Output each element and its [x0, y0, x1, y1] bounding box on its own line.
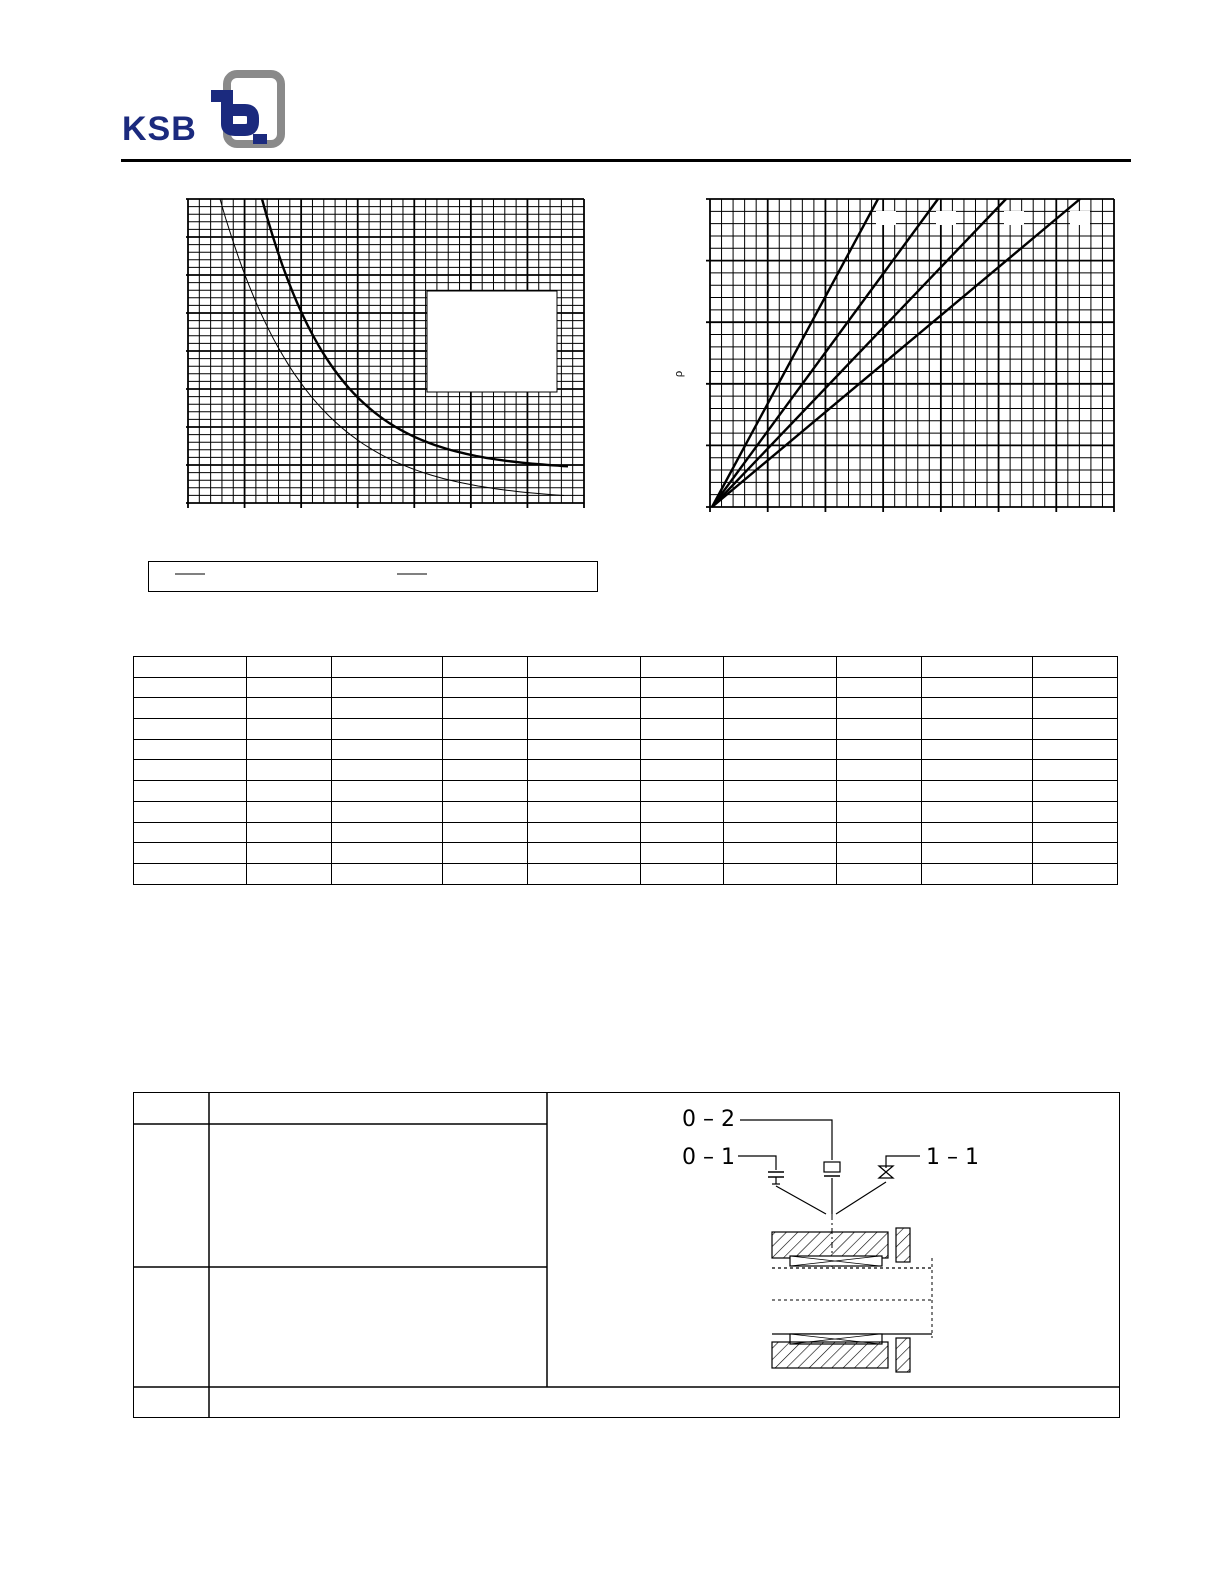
table-cell	[528, 739, 641, 760]
table-cell	[528, 760, 641, 781]
table-cell	[724, 781, 837, 802]
table-cell	[1033, 698, 1118, 719]
table-cell	[247, 657, 332, 678]
table-cell	[922, 801, 1033, 822]
table-cell	[247, 677, 332, 698]
right-chart-line-label-box	[1004, 211, 1024, 225]
table-cell	[641, 781, 724, 802]
table-cell	[443, 677, 528, 698]
table-cell	[641, 801, 724, 822]
table-cell	[247, 760, 332, 781]
flow-line-1	[776, 1186, 826, 1214]
table-cell	[332, 739, 443, 760]
table-cell	[922, 677, 1033, 698]
table-cell	[1033, 822, 1118, 843]
table-cell	[134, 739, 247, 760]
table-cell	[134, 719, 247, 740]
table-cell	[724, 822, 837, 843]
table-cell	[443, 657, 528, 678]
table-cell	[724, 801, 837, 822]
table-cell	[247, 719, 332, 740]
left-chart-info-box	[427, 291, 557, 392]
table-cell	[134, 863, 247, 884]
label-11: 1 – 1	[926, 1145, 979, 1170]
gland-bottom	[896, 1338, 910, 1372]
table-cell	[528, 698, 641, 719]
table-cell	[724, 843, 837, 864]
table-cell	[641, 739, 724, 760]
housing-top	[772, 1232, 888, 1258]
leader-o2	[740, 1120, 832, 1160]
table-cell	[922, 781, 1033, 802]
table-cell	[332, 822, 443, 843]
table-cell	[724, 677, 837, 698]
table-cell	[528, 719, 641, 740]
table-cell	[837, 843, 922, 864]
brand-logo-text: KSB	[122, 110, 197, 148]
table-cell	[332, 760, 443, 781]
left-chart-legend-box	[148, 561, 598, 592]
table-cell	[922, 843, 1033, 864]
table-cell	[641, 677, 724, 698]
table-cell	[332, 719, 443, 740]
table-cell	[332, 657, 443, 678]
table-cell	[724, 657, 837, 678]
table-cell	[443, 698, 528, 719]
housing-bottom	[772, 1342, 888, 1368]
table-cell	[922, 739, 1033, 760]
table-cell	[837, 698, 922, 719]
table-cell	[134, 677, 247, 698]
table-cell	[1033, 739, 1118, 760]
table-cell	[134, 760, 247, 781]
table-cell	[332, 843, 443, 864]
table-cell	[1033, 863, 1118, 884]
right-chart-line-label-box	[1070, 211, 1090, 225]
table-cell	[247, 843, 332, 864]
table-cell	[134, 698, 247, 719]
table-cell	[528, 822, 641, 843]
table-cell	[1033, 843, 1118, 864]
table-cell	[443, 822, 528, 843]
data-table	[133, 656, 1118, 885]
table-cell	[332, 698, 443, 719]
table-cell	[443, 843, 528, 864]
table-cell	[641, 843, 724, 864]
table-cell	[443, 719, 528, 740]
table-row	[134, 822, 1118, 843]
table-row	[134, 760, 1118, 781]
gland-top	[896, 1228, 910, 1262]
label-o2: 0 – 2	[682, 1107, 735, 1132]
table-cell	[922, 719, 1033, 740]
table-cell	[443, 781, 528, 802]
table-cell	[247, 822, 332, 843]
table-cell	[1033, 657, 1118, 678]
table-cell	[134, 781, 247, 802]
table-cell	[641, 657, 724, 678]
table-row	[134, 657, 1118, 678]
table-cell	[528, 843, 641, 864]
flow-line-3	[836, 1182, 886, 1214]
table-cell	[443, 760, 528, 781]
table-row	[134, 739, 1118, 760]
leader-o1	[738, 1156, 776, 1170]
table-cell	[443, 739, 528, 760]
table-cell	[247, 781, 332, 802]
table-cell	[247, 698, 332, 719]
table-row	[134, 781, 1118, 802]
label-o1: 0 – 1	[682, 1145, 735, 1170]
table-cell	[724, 719, 837, 740]
table-cell	[1033, 719, 1118, 740]
table-cell	[724, 760, 837, 781]
table-cell	[641, 822, 724, 843]
left-chart	[186, 197, 588, 509]
table-cell	[332, 677, 443, 698]
table-cell	[332, 801, 443, 822]
table-cell	[922, 698, 1033, 719]
table-cell	[1033, 801, 1118, 822]
table-cell	[922, 822, 1033, 843]
table-cell	[1033, 760, 1118, 781]
table-cell	[528, 677, 641, 698]
symbol-o2	[824, 1162, 840, 1172]
table-cell	[1033, 677, 1118, 698]
table-cell	[641, 719, 724, 740]
table-cell	[641, 698, 724, 719]
table-cell	[837, 781, 922, 802]
table-cell	[528, 657, 641, 678]
table-cell	[724, 698, 837, 719]
table-cell	[134, 822, 247, 843]
table-row	[134, 677, 1118, 698]
table-cell	[724, 739, 837, 760]
table-cell	[922, 863, 1033, 884]
table-cell	[837, 822, 922, 843]
right-chart	[706, 197, 1118, 513]
table-cell	[134, 801, 247, 822]
table-cell	[837, 719, 922, 740]
right-chart-grid	[706, 199, 1114, 512]
table-cell	[837, 739, 922, 760]
table-cell	[528, 781, 641, 802]
table-cell	[922, 760, 1033, 781]
table-cell	[332, 863, 443, 884]
logo-b	[211, 96, 253, 130]
table-row	[134, 843, 1118, 864]
table-cell	[247, 801, 332, 822]
table-row	[134, 863, 1118, 884]
table-row	[134, 719, 1118, 740]
table-cell	[837, 863, 922, 884]
table-cell	[134, 843, 247, 864]
right-chart-line	[712, 199, 878, 507]
table-cell	[641, 760, 724, 781]
right-chart-y-label: ρ	[673, 370, 686, 378]
ksb-logo-mark	[205, 68, 287, 150]
table-cell	[528, 801, 641, 822]
table-cell	[837, 760, 922, 781]
table-cell	[724, 863, 837, 884]
table-row	[134, 698, 1118, 719]
table-cell	[837, 677, 922, 698]
table-cell	[332, 781, 443, 802]
header-rule	[121, 159, 1131, 162]
table-cell	[247, 863, 332, 884]
table-cell	[443, 801, 528, 822]
table-cell	[837, 657, 922, 678]
seal-drawing	[660, 1098, 980, 1378]
table-cell	[641, 863, 724, 884]
table-cell	[247, 739, 332, 760]
right-chart-line-label-box	[936, 211, 956, 225]
table-row	[134, 801, 1118, 822]
table-cell	[528, 863, 641, 884]
table-cell	[837, 801, 922, 822]
logo-square	[253, 134, 267, 144]
table-cell	[922, 657, 1033, 678]
table-cell	[1033, 781, 1118, 802]
right-chart-line-label-box	[876, 211, 896, 225]
table-cell	[134, 657, 247, 678]
table-cell	[443, 863, 528, 884]
